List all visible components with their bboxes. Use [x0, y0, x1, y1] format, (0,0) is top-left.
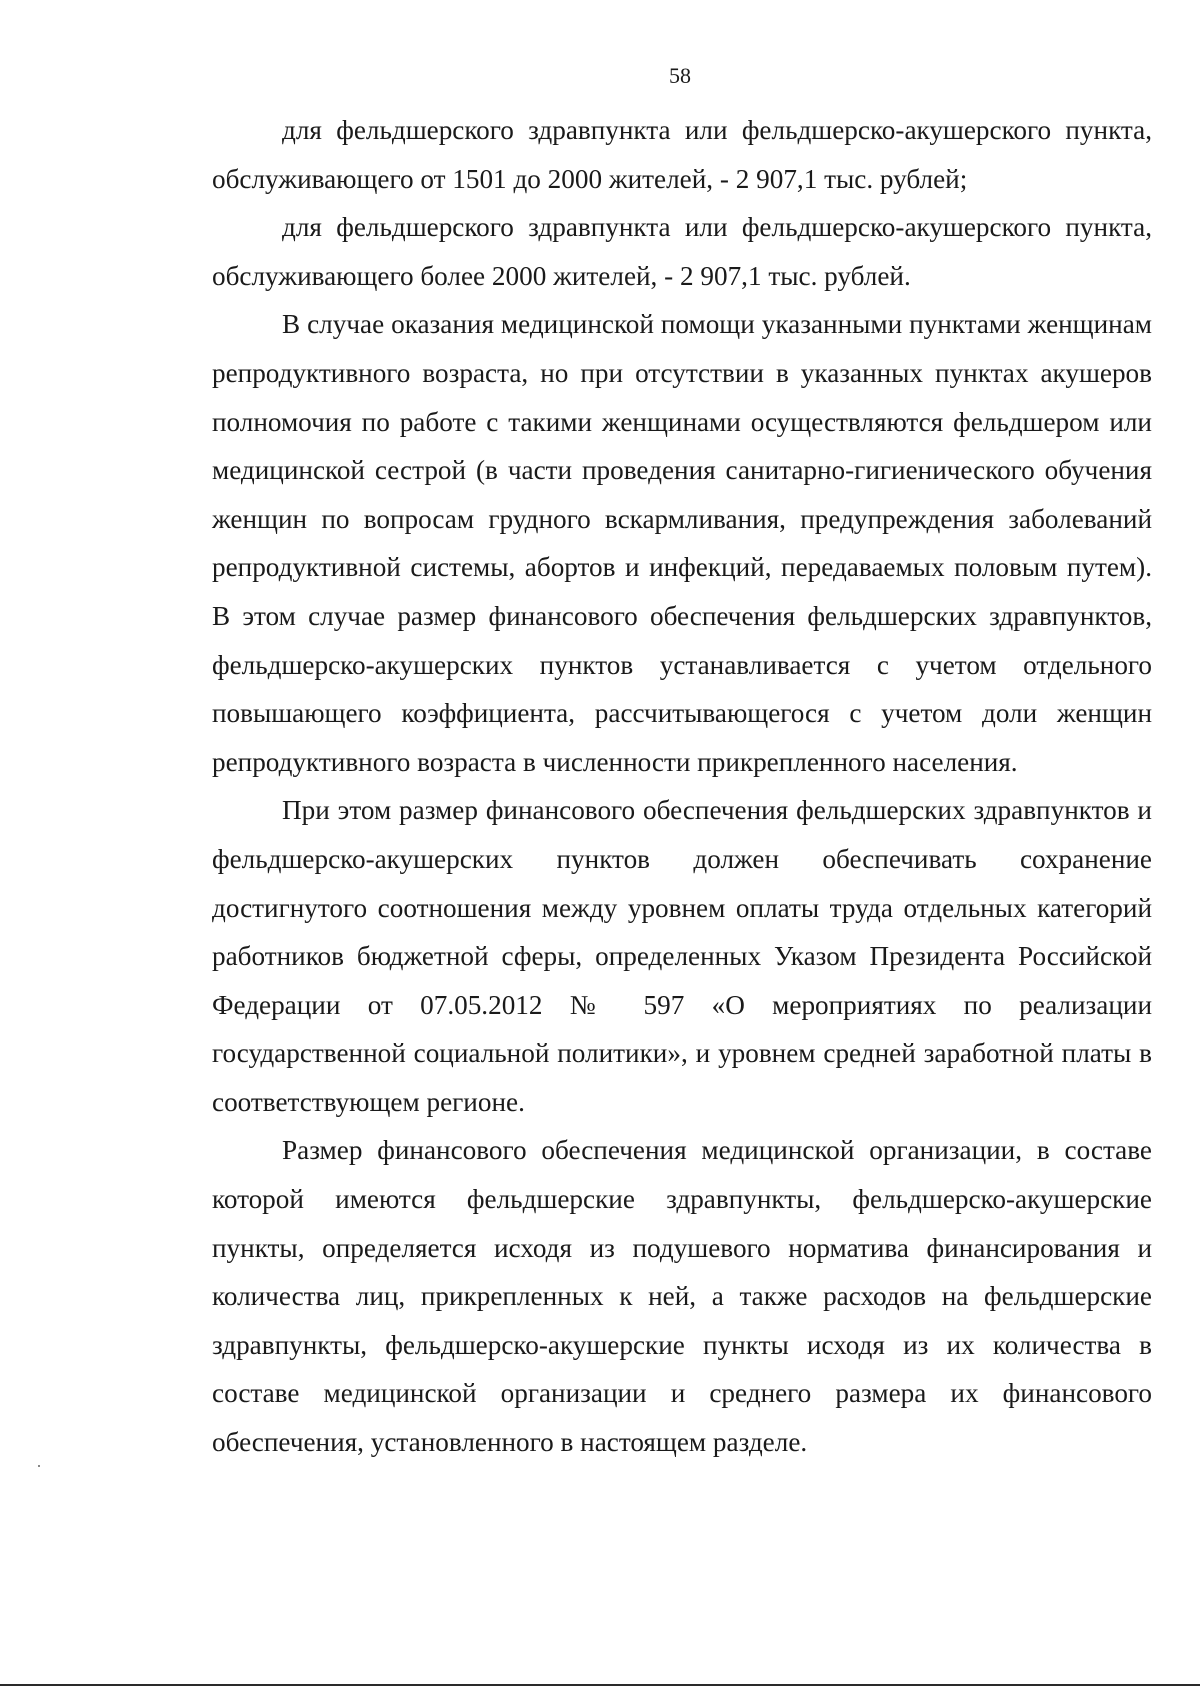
paragraph-organization-funding: Размер финансового обеспечения медицинской организации, в составе которой имеются фельдшерские здравпункты, фельдшерско-акушерские пункты, определяется исходя из подушевого норматива финансирования и количества лиц, прикрепленных к ней, а также расходов на фельдшерские здравпункты, фельдшерско-акушерские пункты исходя из их количества в составе медицинской организации и среднего размера их финансового обеспечения, установленного в настоящем разделе. [212, 1135, 1152, 1458]
paragraph-salary-ratio: При этом размер финансового обеспечения фельдшерских здравпунктов и фельдшерско-акушерских пунктов должен обеспечивать сохранение достигнутого соотношения между уровнем оплаты труда отдельных категорий работников бюджетной сферы, определенных Указом Президента Российской Федерации от 07.05.2012 № 597 «О мероприятиях по реализации государственной социальной политики», и уровнем средней заработной платы в соответствующем регионе. [212, 795, 1152, 1117]
paragraph-fap-1501-2000: для фельдшерского здравпункта или фельдшерско-акушерского пункта, обслуживающего от 1501 до 2000 жителей, - 2 907,1 тыс. рублей; [212, 115, 1152, 194]
document-body [212, 106, 1152, 1467]
paragraph-reproductive-age: В случае оказания медицинской помощи указанными пунктами женщинам репродуктивного возраста, но при отсутствии в указанных пунктах акушеров полномочия по работе с такими женщинами осуществляются фельдшером или медицинской сестрой (в части проведения санитарно-гигиенического обучения женщин по вопросам грудного вскармливания, предупреждения заболеваний репродуктивной системы, абортов и инфекций, передаваемых половым путем). В этом случае размер финансового обеспечения фельдшерских здравпунктов, фельдшерско-акушерских пунктов устанавливается с учетом отдельного повышающего коэффициента, рассчитывающегося с учетом доли женщин репродуктивного возраста в численности прикрепленного населения. [212, 309, 1152, 777]
page-number: 58 [669, 63, 691, 88]
paragraph-fap-over-2000: для фельдшерского здравпункта или фельдшерско-акушерского пункта, обслуживающего более 2000 жителей, - 2 907,1 тыс. рублей. [212, 212, 1152, 291]
bottom-scan-edge [0, 1684, 1200, 1686]
scan-artifact [38, 1465, 40, 1467]
